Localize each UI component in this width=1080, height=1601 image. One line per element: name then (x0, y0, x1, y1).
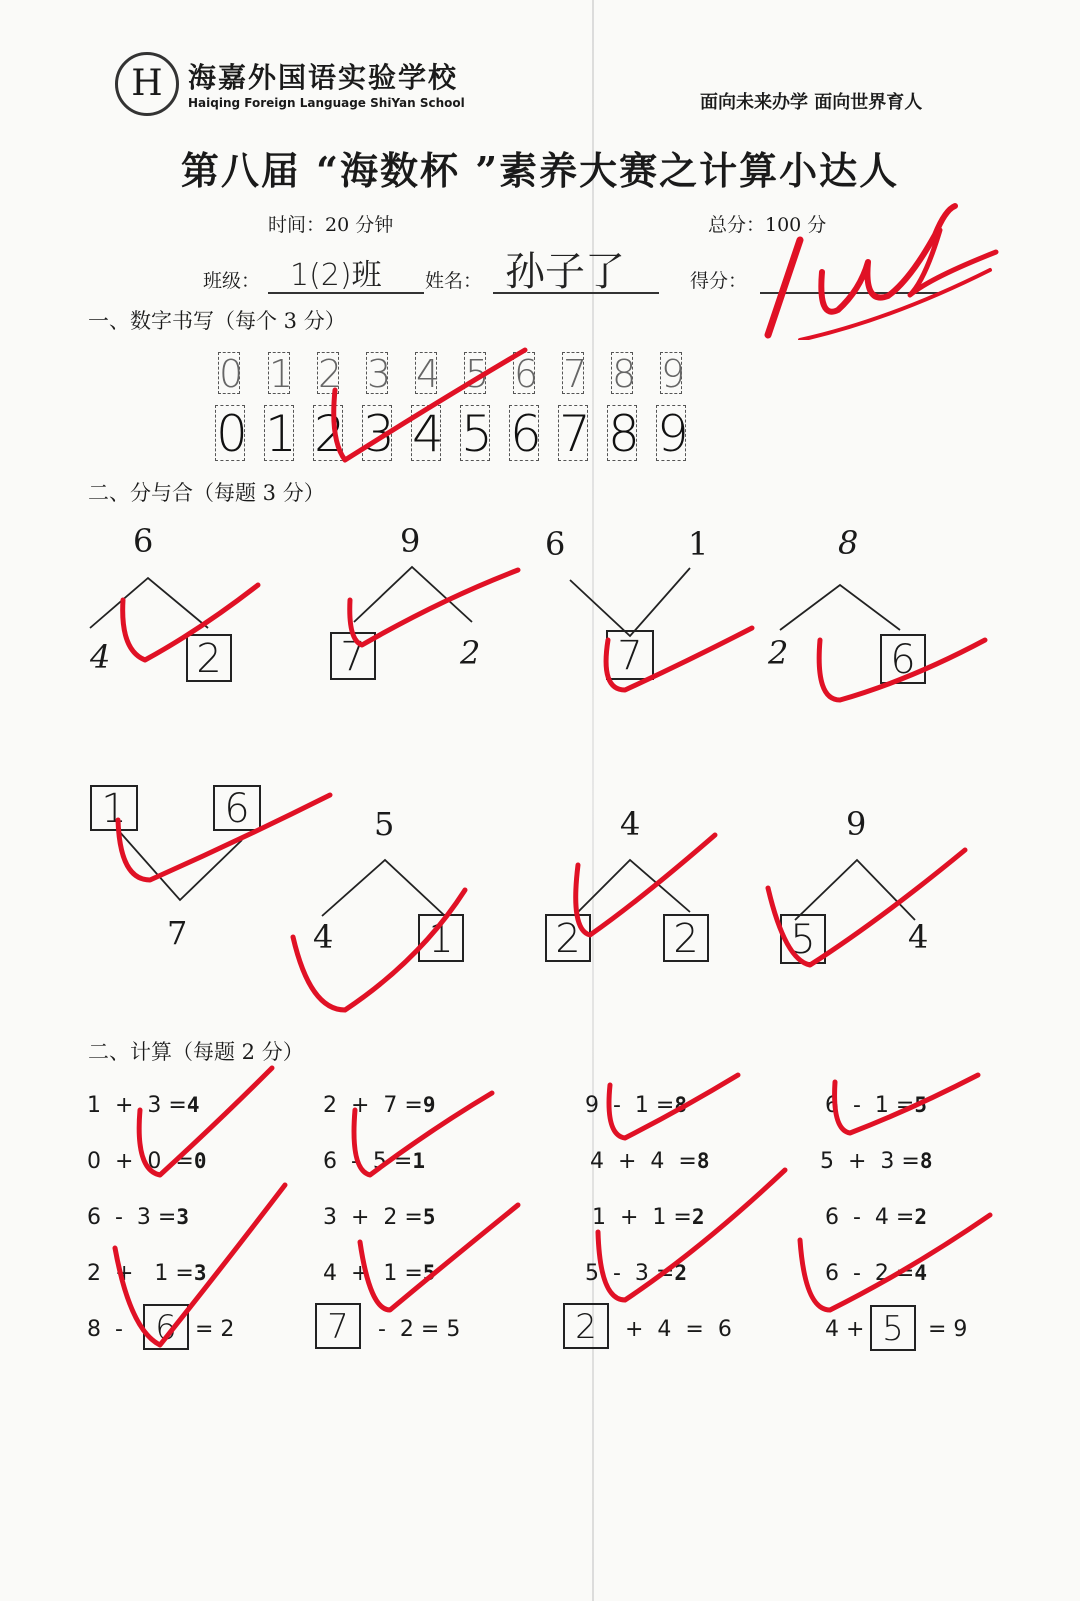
calc-answer: 0 (193, 1149, 207, 1173)
class-value: 1(2)班 (290, 258, 382, 293)
exam-title: 第八届 “海数杯 ”素养大赛之计算小达人 (180, 148, 900, 193)
score-label: 得分： (690, 270, 748, 292)
bond4-whole: 8 (838, 524, 859, 562)
digit-cell: 8 (612, 352, 637, 396)
school-motto: 面向未来办学 面向世界育人 (700, 92, 923, 113)
bond8-whole: 9 (846, 805, 867, 843)
digit-cell: 7 (559, 405, 591, 463)
calc-item (820, 1149, 932, 1174)
calc-answer: 5 (422, 1261, 436, 1285)
calc-answer: 8 (696, 1149, 710, 1173)
bond7-whole: 4 (620, 805, 641, 843)
calc-answer: 3 (176, 1205, 189, 1229)
calc-question: 4 + 1 = (323, 1261, 423, 1286)
calc-question: 3 + 2 = (323, 1205, 423, 1230)
calc-item (323, 1149, 425, 1174)
bond6-answer-box: 1 (418, 914, 464, 962)
bond3-left: 6 (545, 525, 566, 563)
calc-item-pre: 8 - (87, 1317, 123, 1342)
bond7-answer-box-right: 2 (663, 914, 709, 962)
logo-letter: H (131, 63, 163, 104)
calc-item (825, 1261, 927, 1286)
calc-answer: 2 (914, 1205, 927, 1229)
digit-cell: 6 (514, 352, 539, 396)
digit-cell: 2 (318, 352, 343, 396)
calc-item (585, 1261, 687, 1286)
time-label: 时间：20 分钟 (268, 214, 394, 236)
calc-item (590, 1149, 709, 1174)
calc-question: 0 + 0 = (87, 1149, 194, 1174)
name-value: 孙子了 (505, 249, 625, 295)
calc-question: 1 + 3 = (87, 1093, 187, 1118)
bond4-left: 2 (768, 634, 789, 672)
calc-item (323, 1093, 435, 1118)
bond3-answer-box: 7 (606, 630, 654, 680)
class-label: 班级： (203, 270, 261, 292)
calc-question: 4 + 4 = (590, 1149, 697, 1174)
calc-question: 2 + 1 = (87, 1261, 194, 1286)
digit-cell: 4 (412, 405, 444, 463)
bond8-answer-box: 5 (780, 914, 826, 964)
calc-answer: 4 (914, 1261, 927, 1285)
digit-cell: 7 (563, 352, 588, 396)
calc-question: 9 - 1 = (585, 1093, 675, 1118)
school-name-cn: 海嘉外国语实验学校 (188, 61, 459, 94)
calc-question: 6 - 5 = (323, 1149, 413, 1174)
school-name-en: Haiqing Foreign Language ShiYan School (188, 96, 465, 110)
bond1-left: 4 (90, 638, 111, 676)
calc-answer-box: 5 (870, 1305, 916, 1351)
bond5-answer-box-left: 1 (90, 785, 138, 831)
digit-cell: 5 (465, 352, 490, 396)
calc-answer: 2 (691, 1205, 705, 1229)
bond2-right: 2 (460, 634, 481, 672)
digit-cell: 8 (608, 405, 640, 463)
bond5-whole: 7 (167, 914, 188, 952)
bond2-answer-box: 7 (330, 632, 376, 680)
bond4-answer-box: 6 (880, 634, 926, 684)
calc-item-post: + 4 = 6 (625, 1317, 732, 1342)
calc-item (323, 1205, 435, 1230)
digit-cell: 0 (216, 405, 248, 463)
calc-question: 5 - 3 = (585, 1261, 675, 1286)
digit-cell: 5 (461, 405, 493, 463)
calc-item (585, 1093, 687, 1118)
calc-item (87, 1093, 199, 1118)
bond8-right: 4 (908, 918, 929, 956)
section2-title: 二、分与合（每题 3 分） (88, 481, 325, 505)
calc-question: 5 + 3 = (820, 1149, 920, 1174)
section1-title: 一、数字书写（每个 3 分） (88, 309, 346, 333)
calc-answer: 8 (919, 1149, 933, 1173)
calc-item (87, 1205, 189, 1230)
calc-answer: 4 (186, 1093, 200, 1117)
digit-cell: 1 (265, 405, 297, 463)
total-score-label: 总分：100 分 (708, 214, 827, 236)
bond6-whole: 5 (374, 805, 395, 843)
digit-cell: 1 (269, 352, 294, 396)
digit-cell: 3 (363, 405, 395, 463)
calc-item-post: = 9 (928, 1317, 968, 1342)
bond1-whole: 6 (133, 522, 154, 560)
digit-cell: 9 (657, 405, 689, 463)
calc-question: 6 - 4 = (825, 1205, 915, 1230)
calc-answer: 2 (674, 1261, 687, 1285)
calc-answer-box: 6 (143, 1304, 189, 1350)
calc-question: 6 - 3 = (87, 1205, 177, 1230)
section3-title: 二、计算（每题 2 分） (88, 1040, 304, 1064)
calc-answer: 8 (674, 1093, 687, 1117)
calc-question: 1 + 1 = (592, 1205, 692, 1230)
calc-question: 6 - 1 = (825, 1093, 915, 1118)
digit-cell: 2 (314, 405, 346, 463)
digit-cell: 0 (219, 352, 244, 396)
calc-item (825, 1205, 927, 1230)
digit-cell: 6 (510, 405, 542, 463)
calc-item (825, 1093, 927, 1118)
calc-answer: 1 (412, 1149, 425, 1173)
calc-question: 6 - 2 = (825, 1261, 915, 1286)
digit-cell: 4 (416, 352, 441, 396)
calc-item (87, 1149, 206, 1174)
calc-item-pre: 4 + (825, 1317, 865, 1342)
calc-item (592, 1205, 704, 1230)
name-label: 姓名： (425, 270, 483, 292)
digit-cell: 3 (367, 352, 392, 396)
calc-item (323, 1261, 435, 1286)
calc-answer-box: 7 (315, 1303, 361, 1349)
calc-item-post: = 2 (195, 1317, 235, 1342)
calc-answer: 5 (914, 1093, 927, 1117)
bond5-answer-box-right: 6 (213, 785, 261, 831)
bond1-answer-box: 2 (186, 634, 232, 682)
calc-item (87, 1261, 206, 1286)
calc-answer: 3 (193, 1261, 207, 1285)
calc-item-post: - 2 = 5 (378, 1317, 461, 1342)
calc-answer: 5 (422, 1205, 436, 1229)
bond7-answer-box-left: 2 (545, 914, 591, 962)
bond3-right: 1 (688, 525, 709, 563)
calc-question: 2 + 7 = (323, 1093, 423, 1118)
calc-answer-box: 2 (563, 1303, 609, 1349)
calc-answer: 9 (422, 1093, 436, 1117)
bond2-whole: 9 (400, 522, 421, 560)
bond6-left: 4 (313, 918, 334, 956)
digit-cell: 9 (661, 352, 686, 396)
